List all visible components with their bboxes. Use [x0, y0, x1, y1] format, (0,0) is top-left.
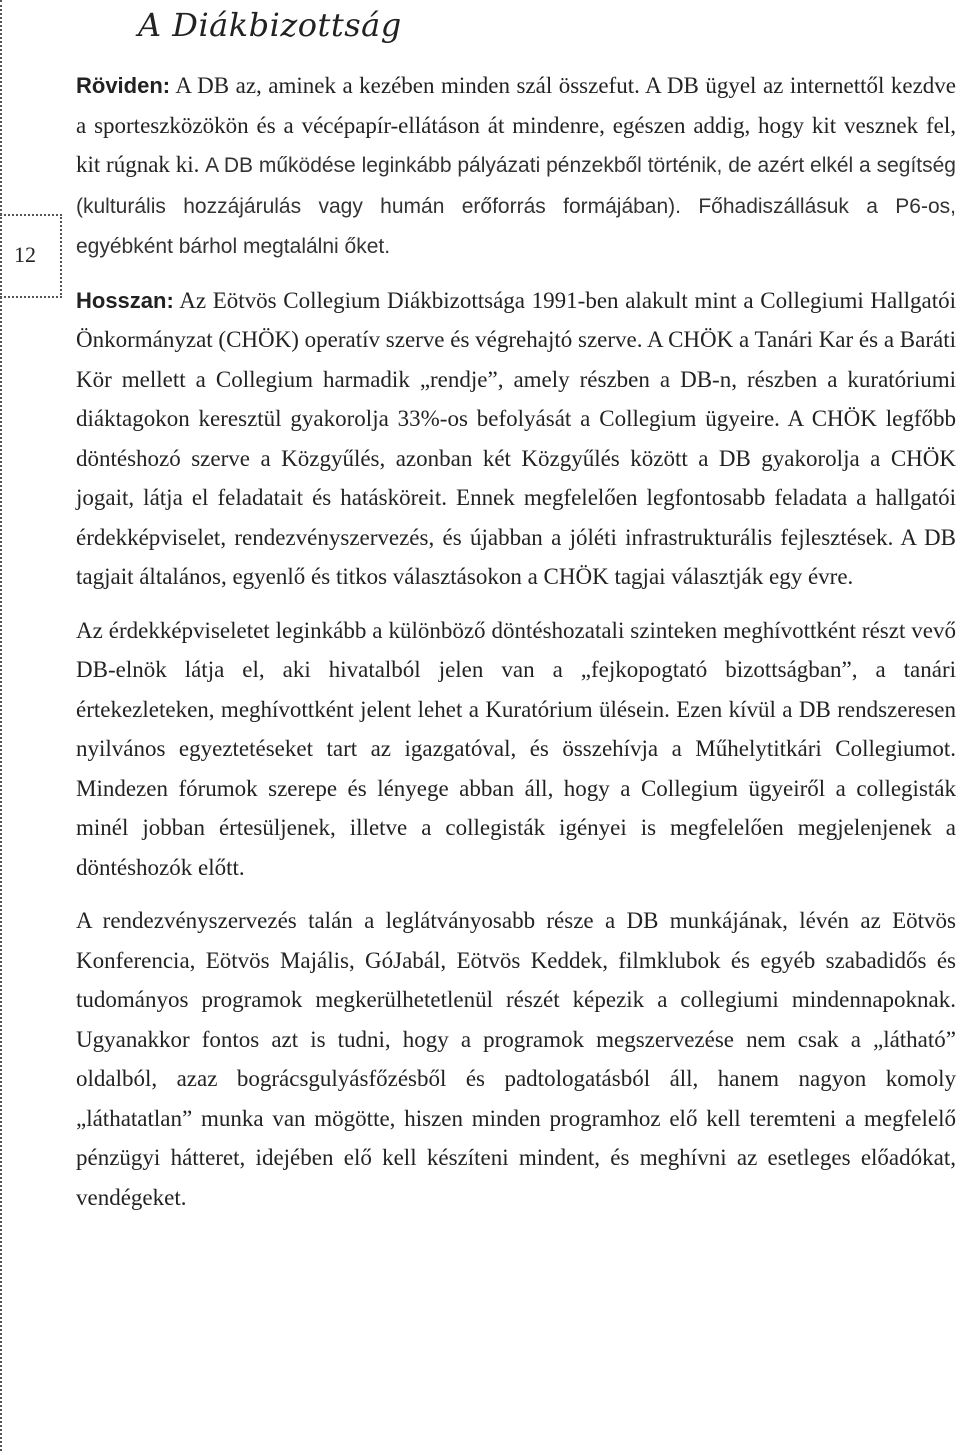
short-text-serif: A DB az, aminek a kezében minden szál összefut. A DB ügyel az internettől kezdve a sporteszközökön és a vécépapír-ellátáson át mindenre, egészen addig, hogy kit vesznek fel, kit rúgnak ki.	[76, 73, 956, 177]
paragraph-short-summary	[76, 66, 956, 267]
paragraph-representation: Az érdekképviseletet leginkább a különböző döntéshozatali szinteken meghívottként részt vevő DB-elnök látja el, aki hivatalból jelen van a „fejkopogtató bizottságban”, a tanári értekezleteken, meghívottként jelent lehet a Kuratórium ülésein. Ezen kívül a DB rendszeresen nyilvános egyeztetéseket tart az igazgatóval, és összehívja a Műhelytitkári Collegiumot. Mindezen fórumok szerepe és lényege abban áll, hogy a Collegium ügyeiről a collegisták minél jobban értesüljenek, illetve a collegisták igényei is megfelelően megjelenjenek a döntéshozók előtt.	[76, 617, 956, 880]
paragraph-long-summary	[76, 281, 956, 597]
label-long: Hosszan:	[76, 287, 174, 313]
paragraph-events: A rendezvényszervezés talán a leglátványosabb része a DB munkájának, lévén az Eötvös Konferencia, Eötvös Majális, GóJabál, Eötvös Keddek, filmklubok és egyéb szabadidős és tudományos programok megkerülhetetlenül részét képezik a collegiumi mindennapoknak. Ugyanakkor fontos azt is tudni, hogy a programok megszervezése nem csak a „látható” oldalból, azaz bográcsgulyásfőzésből és padtologatásból áll, hanem nagyon komoly „láthatatlan” munka van mögötte, hiszen minden programhoz elő kell teremteni a megfelelő pénzügyi hátteret, idejében elő kell készíteni mindent, és meghívni az esetleges előadókat, vendégeket.	[76, 908, 956, 1210]
document-body	[76, 66, 956, 1217]
page-number: 12	[14, 242, 36, 267]
chapter-title: A Diákbizottság	[138, 6, 402, 44]
long-text: Az Eötvös Collegium Diákbizottsága 1991-ben alakult mint a Collegiumi Hallgatói Önkormányzat (CHÖK) operatív szerve és végrehajtó szerve. A CHÖK a Tanári Kar és a Baráti Kör mellett a Collegium harmadik „rendje”, amely részben a DB-n, részben a kuratóriumi diáktagokon keresztül gyakorolja 33%-os befolyását a Collegium ügyeire. A CHÖK legfőbb döntéshozó szerve a Közgyűlés, azonban két Közgyűlés között a DB gyakorolja a CHÖK jogait, látja el feladatait és hatásköreit. Ennek megfelelően legfontosabb feladata a hallgatói érdekképviselet, rendezvényszervezés, és újabban a jóléti infrastrukturális fejlesztések. A DB tagjait általános, egyenlő és titkos választásokon a CHÖK tagjai választják egy évre.	[76, 287, 956, 589]
label-short: Röviden:	[76, 73, 171, 98]
short-text-sans: A DB működése leginkább pályázati pénzekből történik, de azért elkél a segítség (kulturális hozzájárulás vagy humán erőforrás formájában). Főhadiszállásuk a P6-os, egyébként bárhol megtalálni őket.	[76, 154, 956, 258]
